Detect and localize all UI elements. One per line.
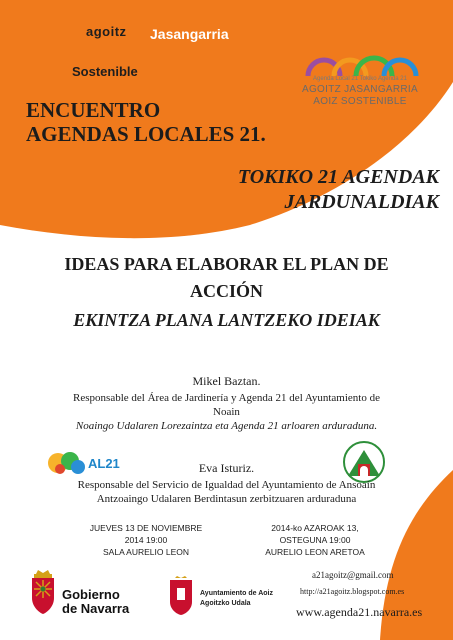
al21-title-line2: AOIZ SOSTENIBLE	[313, 96, 407, 107]
website-link[interactable]: www.agenda21.navarra.es	[296, 605, 423, 619]
speaker-role-es-cont: Noain	[213, 406, 240, 418]
logo-jasangarria: Jasangarria	[150, 26, 229, 42]
title-eu-line2: JARDUNALDIAK	[284, 191, 439, 213]
al21-small-logo-text: AL21	[88, 456, 120, 471]
aoiz-coat-of-arms-icon	[168, 576, 194, 616]
speaker-name: Eva Isturiz.	[198, 461, 255, 475]
speaker-role-eu: Antzoaingo Udalaren Berdintasun zerbitzuaren arduraduna	[96, 493, 357, 505]
event-time-eu: OSTEGUNA 19:00	[279, 535, 351, 545]
title-es-line1: ENCUENTRO	[26, 98, 161, 122]
title-es-line2: AGENDAS LOCALES 21.	[26, 122, 266, 146]
ayuntamiento-aoiz-line1: Ayuntamiento de Aoiz	[200, 590, 273, 597]
topic-es-line2: ACCIÓN	[189, 281, 263, 301]
event-place-eu: AURELIO LEON ARETOA	[265, 547, 365, 557]
ayuntamiento-aoiz-line2: Agoitzko Udala	[200, 600, 251, 607]
title-eu-line1: TOKIKO 21 AGENDAK	[237, 166, 439, 188]
event-date-eu: 2014-ko AZAROAK 13,	[271, 523, 359, 533]
speaker-name: Mikel Baztan.	[192, 374, 261, 388]
speaker-role-es: Responsable del Servicio de Igualdad del Ayuntamiento de Ansoain	[77, 479, 376, 491]
topic-eu-line: EKINTZA PLANA LANTZEKO IDEIAK	[73, 310, 380, 330]
gobierno-navarra-line1: Gobierno	[62, 587, 120, 602]
event-place-es: SALA AURELIO LEON	[103, 547, 189, 557]
speaker-role-es: Responsable del Área de Jardinería y Agenda 21 del Ayuntamiento de	[73, 392, 380, 404]
contact-email[interactable]: a21agoitz@gmail.com	[312, 570, 394, 580]
speaker-role-eu: Noaingo Udalaren Lorezaintza eta Agenda 21 arloaren arduraduna.	[75, 420, 378, 432]
event-date-es: JUEVES 13 DE NOVIEMBRE	[89, 523, 203, 533]
blog-link[interactable]: http://a21agoitz.blogspot.com.es	[300, 587, 405, 596]
rainbow-arcs-logo	[290, 42, 430, 78]
event-time-es: 2014 19:00	[124, 535, 168, 545]
logo-agoitz: agoitz	[86, 24, 127, 39]
al21-subtitle: Agenda Local 21 Tokiko Agenda 21	[313, 76, 407, 82]
topic-es-line1: IDEAS PARA ELABORAR EL PLAN DE	[64, 254, 389, 274]
al21-title-line1: AGOITZ JASANGARRIA	[302, 84, 418, 95]
logo-sostenible: Sostenible	[72, 64, 138, 79]
navarra-coat-of-arms-icon	[28, 568, 58, 616]
gobierno-navarra-line2: de Navarra	[62, 601, 130, 616]
